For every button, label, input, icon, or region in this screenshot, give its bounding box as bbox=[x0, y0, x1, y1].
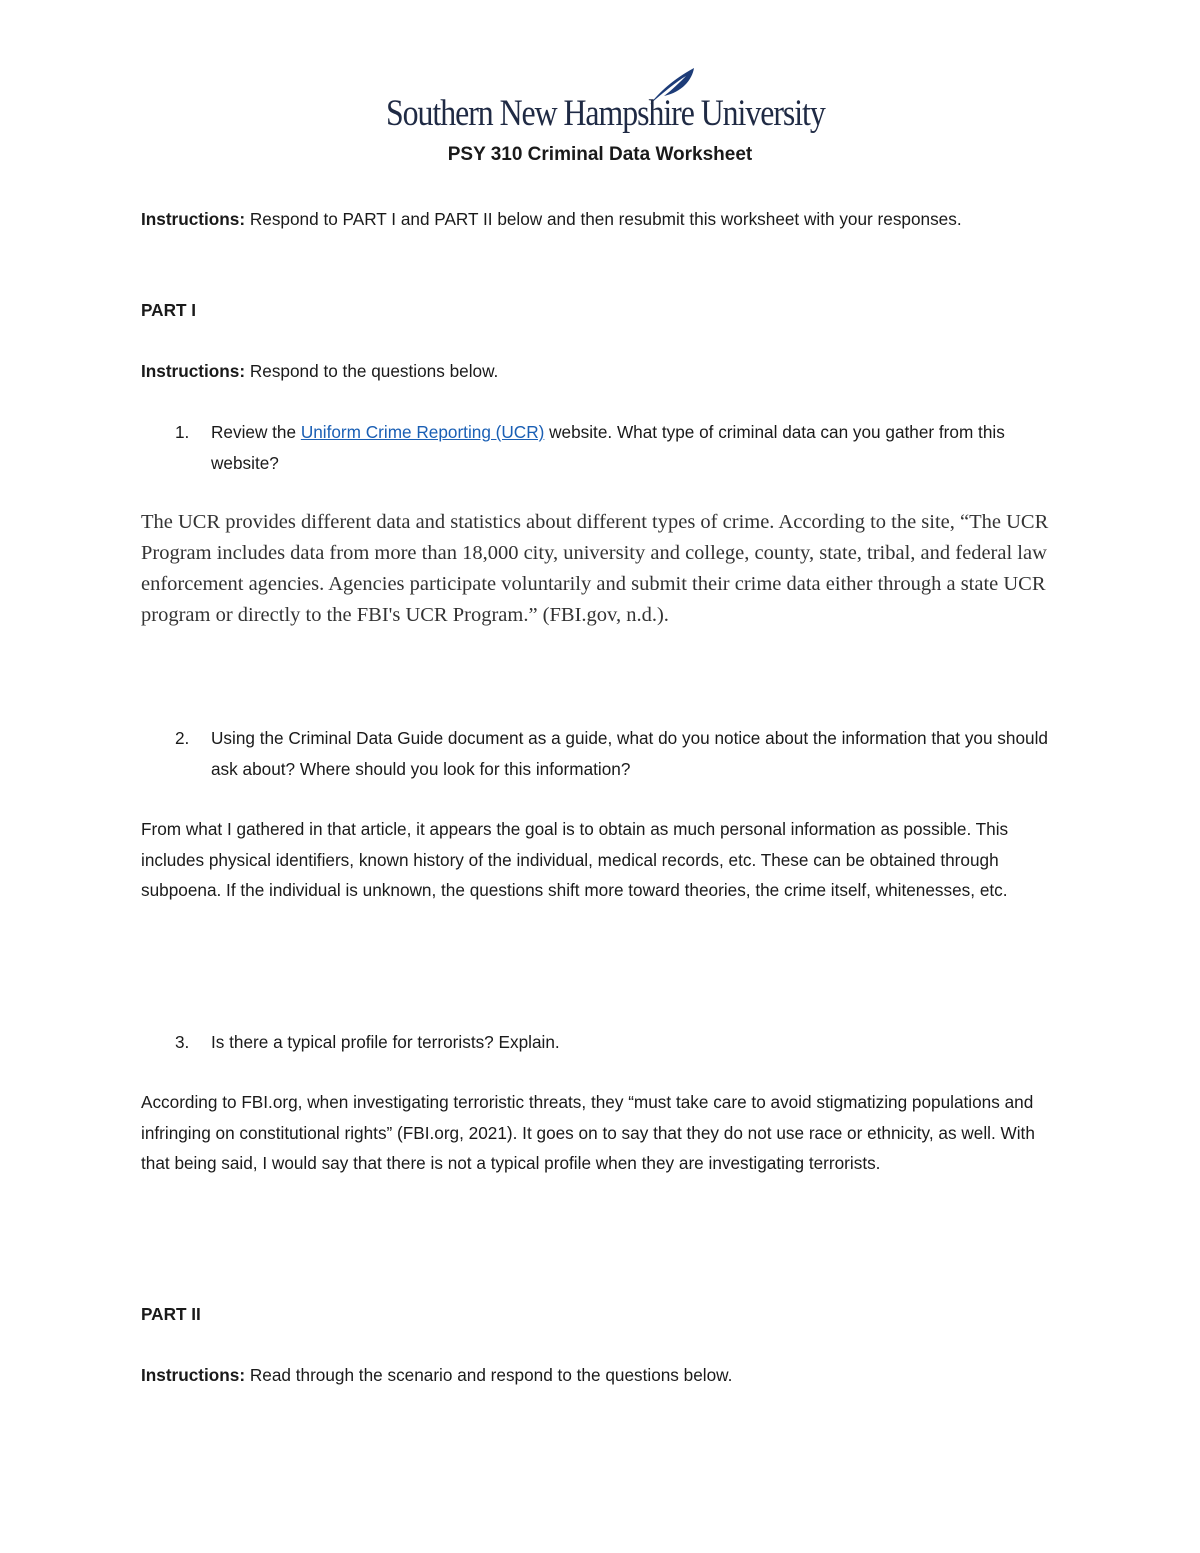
question-2 bbox=[141, 723, 1061, 784]
answer-3: According to FBI.org, when investigating terroristic threats, they “must take care to avoid stigmatizing populations and infringing on constitutional rights” (FBI.org, 2021). It goes on to say that they do not use race or ethnicity, as well. With that being said, I would say that there is not a typical profile when they are investigating terrorists. bbox=[141, 1092, 1035, 1173]
document-title: PSY 310 Criminal Data Worksheet bbox=[447, 144, 753, 165]
part1-instructions-text: Respond to the questions below. bbox=[245, 361, 499, 381]
intro-text: Respond to PART I and PART II below and then resubmit this worksheet with your responses. bbox=[245, 209, 962, 229]
part2-instructions-label: Instructions: bbox=[141, 1365, 246, 1385]
university-logo bbox=[386, 66, 825, 136]
ucr-link[interactable]: Uniform Crime Reporting (UCR) bbox=[300, 422, 545, 442]
question-text: Is there a typical profile for terrorists? Explain. bbox=[211, 1032, 560, 1052]
question-number: 2. bbox=[175, 728, 190, 748]
question-number: 3. bbox=[175, 1032, 190, 1052]
question-text: Using the Criminal Data Guide document as a guide, what do you notice about the information that you should ask about? Where should you look for this information? bbox=[211, 728, 1048, 779]
university-name: Southern New Hampshire University bbox=[386, 93, 825, 134]
question-text-after-link: website. What type of criminal data can you gather from this website? bbox=[211, 422, 1005, 473]
question-3 bbox=[141, 1027, 1061, 1058]
question-text-before-link: Review the bbox=[211, 422, 301, 442]
answer-2: From what I gathered in that article, it appears the goal is to obtain as much personal information as possible. This includes physical identifiers, known history of the individual, medical records, etc. These can be obtained through subpoena. If the individual is unknown, the questions shift more toward theories, the crime itself, whitenesses, etc. bbox=[141, 819, 1009, 900]
question-1 bbox=[141, 417, 1061, 478]
part2-instructions bbox=[141, 1360, 1061, 1391]
part1-instructions bbox=[141, 356, 1061, 387]
part1-instructions-label: Instructions: bbox=[141, 361, 246, 381]
intro-instructions bbox=[141, 204, 1061, 235]
answer-1: The UCR provides different data and statistics about different types of crime. According to the site, “The UCR Program includes data from more than 18,000 city, university and college, county, state, tribal, and federal law enforcement agencies. Agencies participate voluntarily and submit their crime data either through a state UCR program or directly to the FBI's UCR Program.” (FBI.gov, n.d.). bbox=[141, 511, 1049, 626]
intro-label: Instructions: bbox=[141, 209, 246, 229]
part1-heading: PART I bbox=[141, 300, 197, 320]
question-number: 1. bbox=[175, 422, 190, 442]
part2-heading: PART II bbox=[141, 1304, 201, 1324]
part2-instructions-text: Read through the scenario and respond to the questions below. bbox=[245, 1365, 733, 1385]
question-text bbox=[211, 417, 1061, 478]
